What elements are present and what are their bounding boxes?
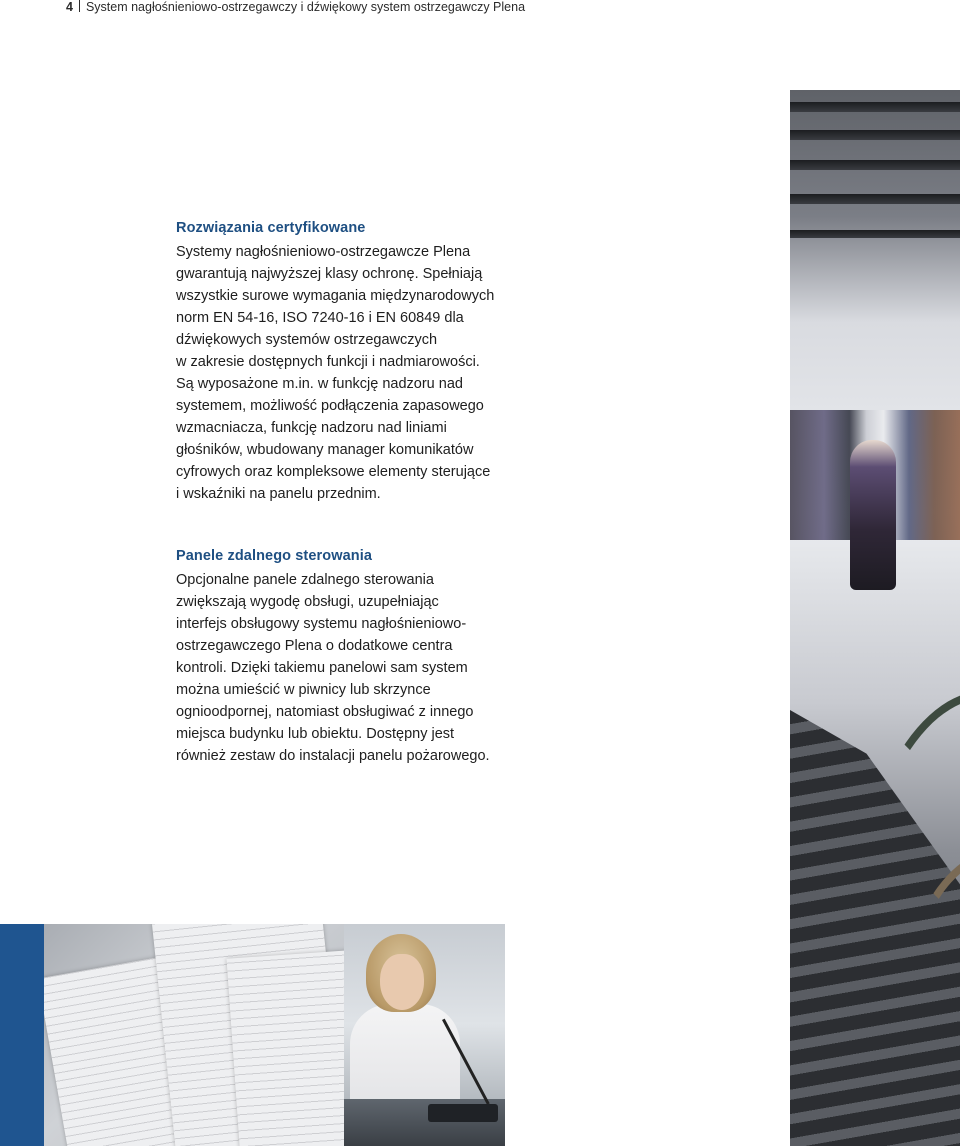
- ceiling-beam: [790, 160, 960, 170]
- store-interior-photo: [790, 90, 960, 1146]
- section-heading: Panele zdalnego sterowania: [176, 548, 372, 564]
- section-certified-solutions: [176, 219, 546, 505]
- page-number: 4: [66, 0, 73, 14]
- ceiling-beam: [790, 102, 960, 112]
- header-divider: [79, 0, 80, 12]
- page-header: [66, 0, 525, 13]
- ceiling-beam: [790, 194, 960, 204]
- section-heading: Rozwiązania certyfikowane: [176, 220, 366, 236]
- operator-face: [380, 954, 424, 1010]
- certificates-photo: [44, 924, 344, 1146]
- section-body: Opcjonalne panele zdalnego sterowania zwiększają wygodę obsługi, uzupełniając interfejs obsługowy systemu nagłośnieniowo- ostrzegawczego Plena o dodatkowe centra kontroli. Dzięki takiemu panelowi sam system można umieścić w piwnicy lub skrzynce ognioodpornej, natomiast obsługiwać z innego miejsca budynku lub obiektu. Dostępny jest również zestaw do instalacji panelu pożarowego.: [176, 572, 490, 764]
- ceiling-beam: [790, 130, 960, 140]
- certificate-document: [226, 950, 344, 1146]
- section-body: Systemy nagłośnieniowo-ostrzegawcze Plena gwarantują najwyższej klasy ochronę. Spełniają wszystkie surowe wymagania międzynarodowych norm EN 54-16, ISO 7240-16 i EN 60849 dla dźwiękowych systemów ostrzegawczych w zakresie dostępnych funkcji i nadmiarowości. Są wyposażone m.in. w funkcję nadzoru nad systemem, możliwość podłączenia zapasowego wzmacniacza, funkcję nadzoru nad liniami głośników, wbudowany manager komunikatów cyfrowych oraz kompleksowe elementy sterujące i wskaźniki na panelu przednim.: [176, 244, 495, 502]
- accent-bar: [0, 924, 44, 1146]
- ceiling-beam: [790, 230, 960, 238]
- call-station: [428, 1104, 498, 1122]
- mannequin: [850, 440, 896, 590]
- page-header-title: System nagłośnieniowo-ostrzegawczy i dźwiękowy system ostrzegawczy Plena: [85, 0, 526, 14]
- section-remote-panels: [176, 547, 546, 767]
- operator-desk-photo: [344, 924, 505, 1146]
